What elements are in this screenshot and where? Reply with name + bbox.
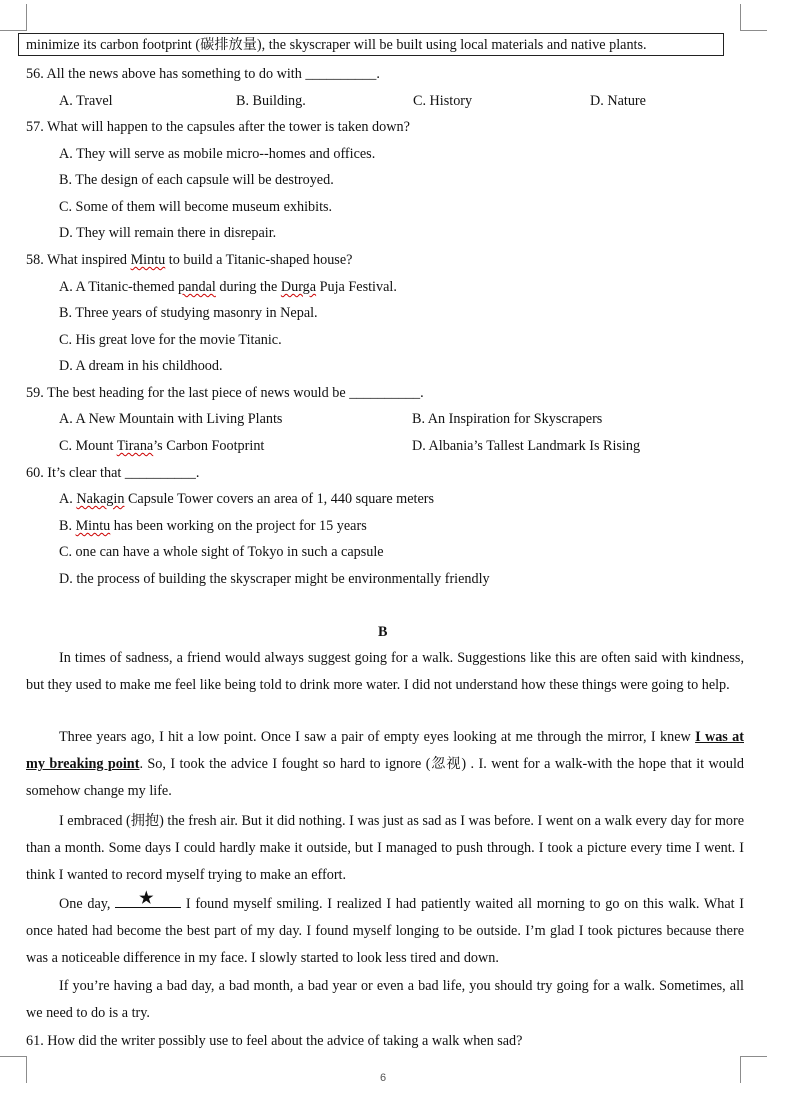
q60-option-c: C. one can have a whole sight of Tokyo in such a capsule <box>59 544 384 560</box>
question-57-stem: 57. What will happen to the capsules after the tower is taken down? <box>26 119 410 135</box>
q59-option-b: B. An Inspiration for Skyscrapers <box>412 411 603 427</box>
q58-option-d: D. A dream in his childhood. <box>59 358 223 374</box>
q56-option-c: C. History <box>413 93 473 109</box>
q56-option-b: B. Building. <box>236 93 306 109</box>
q58-option-a: A. A Titanic-themed pandal during the Durga Puja Festival. <box>59 279 397 295</box>
q58-option-c: C. His great love for the movie Titanic. <box>59 332 282 348</box>
q57-option-c: C. Some of them will become museum exhibits. <box>59 199 333 215</box>
q59-option-a: A. A New Mountain with Living Plants <box>59 411 283 427</box>
star-icon: ★ <box>139 890 154 907</box>
q60-option-a: A. Nakagin Capsule Tower covers an area of 1, 440 square meters <box>59 491 434 507</box>
crop-mark-bottom-right <box>740 1056 767 1083</box>
question-58-stem: 58. What inspired Mintu to build a Titanic-shaped house? <box>26 252 353 268</box>
paragraph-1: In times of sadness, a friend would always suggest going for a walk. Suggestions like this are often said with kindness, but they used to make me feel like being told to drink more water. I did not understand how these things were going to help. <box>26 650 744 693</box>
paragraph-2: Three years ago, I hit a low point. Once I saw a pair of empty eyes looking at me through the mirror, I knew I was at my breaking point. So, I took the advice I fought so hard to ignore (忽视) . I. went for a walk-with the hope that it would somehow change my life. <box>26 729 745 799</box>
boxed-passage-line: minimize its carbon footprint (碳排放量), the skyscraper will be built using local materials and native plants. <box>18 33 724 56</box>
question-59-stem: 59. The best heading for the last piece of news would be __________. <box>26 385 424 401</box>
q56-option-a: A. Travel <box>59 93 113 109</box>
q60-option-b: B. Mintu has been working on the project for 15 years <box>59 518 367 534</box>
answer-blank <box>115 890 181 908</box>
page-number: 6 <box>380 1072 387 1084</box>
q56-option-d: D. Nature <box>590 93 646 109</box>
paragraph-3: I embraced (拥抱) the fresh air. But it did nothing. I was just as sad as I was before. I went on a walk every day for more than a month. Some days I could hardly make it outside, but I managed to push through. I took a picture every time I went. I think I wanted to record myself trying to make an effort. <box>26 813 744 883</box>
crop-mark-top-right <box>740 4 767 31</box>
q59-option-d: D. Albania’s Tallest Landmark Is Rising <box>412 438 641 454</box>
section-b-title: B <box>378 624 388 640</box>
question-60-stem: 60. It’s clear that __________. <box>26 465 200 481</box>
crop-mark-bottom-left <box>0 1056 27 1083</box>
question-61-stem: 61. How did the writer possibly use to feel about the advice of taking a walk when sad? <box>26 1033 523 1049</box>
crop-mark-top-left <box>0 4 27 31</box>
q59-option-c: C. Mount Tirana’s Carbon Footprint <box>59 438 265 454</box>
paragraph-4: One day, ★ I found myself smiling. I realized I had patiently waited all morning to go on this walk. What I once hated had become the best part of my day. I found myself longing to be outside. I’m glad I took pictures because there was a noticeable difference in my face. I slowly started to look less tired and down. <box>26 891 744 972</box>
q57-option-d: D. They will remain there in disrepair. <box>59 225 277 241</box>
q57-option-a: A. They will serve as mobile micro--homes and offices. <box>59 146 376 162</box>
question-56-stem: 56. All the news above has something to do with __________. <box>26 66 380 82</box>
q60-option-d: D. the process of building the skyscraper might be environmentally friendly <box>59 571 490 587</box>
q57-option-b: B. The design of each capsule will be destroyed. <box>59 172 334 188</box>
paragraph-5: If you’re having a bad day, a bad month, a bad year or even a bad life, you should try going for a walk. Sometimes, all we need to do is a try. <box>26 978 744 1021</box>
q58-option-b: B. Three years of studying masonry in Nepal. <box>59 305 318 321</box>
